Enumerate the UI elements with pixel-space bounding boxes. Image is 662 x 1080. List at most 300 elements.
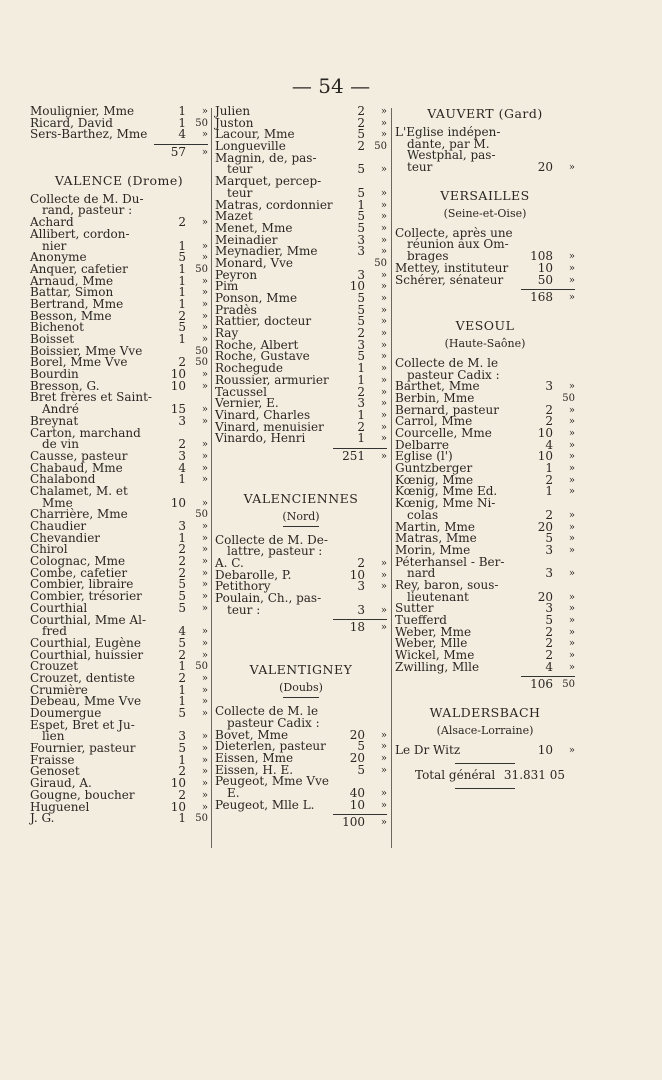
amount-centimes: »	[201, 801, 208, 813]
column-3	[395, 106, 575, 795]
entry-name: Le Dr Witz	[395, 743, 461, 758]
amount-centimes: »	[568, 428, 575, 439]
amount-francs: 3	[545, 601, 553, 616]
amount-centimes: »	[380, 386, 387, 398]
amount-francs: 1	[178, 682, 186, 697]
entry-name: Pradès	[215, 302, 257, 317]
amount-francs: 5	[357, 349, 365, 364]
entry-name: Eglise (l')	[395, 449, 453, 464]
entry-name: Rey, baron, sous-	[395, 577, 499, 592]
subtotal-row: 18 »	[349, 620, 387, 635]
entry-name: Peugeot, Mme Vve	[215, 774, 329, 789]
entry-name: Roche, Albert	[215, 337, 299, 352]
amount-centimes: »	[201, 334, 208, 345]
amount-francs: 10	[349, 797, 365, 812]
amount-centimes: »	[201, 322, 208, 334]
entry-name: teur	[227, 162, 253, 177]
amount-centimes: »	[380, 363, 387, 375]
entry-amount	[527, 568, 575, 580]
amount-centimes: »	[380, 199, 387, 211]
entry-name: Eissen, Mme	[215, 750, 294, 765]
amount-centimes: »	[380, 351, 387, 363]
entry-name: Berbin, Mme	[395, 390, 475, 405]
amount-francs: 2	[357, 556, 365, 570]
amount-centimes: »	[568, 509, 575, 521]
amount-centimes: »	[201, 532, 208, 544]
entry-name: Allibert, cordon-	[30, 226, 130, 241]
amount-francs: 3	[357, 232, 365, 247]
amount-centimes: »	[380, 164, 387, 176]
entry-name: Crumière	[30, 682, 88, 697]
amount-francs: 4	[545, 437, 553, 452]
amount-francs: 2	[178, 787, 186, 802]
amount-francs: 2	[545, 648, 553, 663]
subtotal-row: 57 »	[170, 145, 208, 160]
amount-centimes: »	[380, 421, 387, 433]
entry-amount	[339, 433, 387, 445]
amount-francs: 1	[178, 811, 186, 826]
amount-centimes: »	[380, 304, 387, 316]
amount-francs: 5	[357, 127, 365, 142]
section-heading-waldersbach: WALDERSBACH	[429, 705, 541, 721]
entry-name: Pim	[215, 279, 239, 294]
entry-name: Anquer, cafetier	[30, 261, 128, 276]
amount-francs: 5	[178, 741, 186, 756]
amount-francs: 5	[357, 220, 365, 235]
amount-centimes: »	[568, 262, 575, 274]
entry-amount	[160, 474, 208, 486]
amount-centimes: »	[568, 404, 575, 416]
amount-centimes: »	[568, 615, 575, 626]
amount-francs: 1	[357, 407, 365, 422]
entry-name: Monard, Vve	[215, 255, 293, 270]
amount-centimes: »	[380, 398, 387, 410]
entry-name: Moulignier, Mme	[30, 104, 135, 118]
amount-francs: 5	[545, 613, 553, 627]
column-1	[30, 106, 208, 825]
amount-centimes: »	[380, 106, 387, 117]
entry-name: Collecte de M. le	[395, 355, 499, 370]
entry-amount	[160, 217, 208, 229]
amount-francs: 1	[178, 694, 186, 709]
amount-centimes: »	[380, 246, 387, 258]
section-subheading: (Nord)	[282, 509, 320, 523]
amount-centimes: »	[201, 754, 208, 766]
subtotal-row: 168 »	[530, 290, 575, 305]
section-rule	[283, 697, 319, 698]
entry-name: Mettey, instituteur	[395, 260, 509, 275]
amount-francs: 5	[357, 291, 365, 305]
amount-centimes: »	[201, 252, 208, 264]
grand-total-label: Total général	[415, 767, 496, 782]
entry-name: Matras, cordonnier	[215, 197, 333, 212]
entry-name: Weber, Mme	[395, 624, 472, 639]
section-heading-valence: VALENCE (Drome)	[54, 172, 184, 188]
entry-name: Kœnig, Mme	[395, 472, 474, 487]
amount-francs: 2	[178, 355, 186, 370]
amount-centimes: »	[201, 310, 208, 322]
entry-amount	[160, 813, 208, 825]
amount-francs: 10	[537, 260, 553, 275]
amount-centimes: »	[201, 602, 208, 614]
amount-francs: 1	[178, 238, 186, 253]
amount-francs: 3	[357, 267, 365, 282]
amount-centimes: »	[380, 764, 387, 776]
amount-centimes: »	[201, 708, 208, 719]
amount-francs: 2	[178, 308, 186, 323]
amount-francs: 1	[178, 273, 186, 288]
entry-name: Courthial, Mme Al-	[30, 612, 147, 627]
entry-name: Bertrand, Mme	[30, 296, 124, 311]
amount-francs: 5	[357, 762, 365, 777]
amount-francs: 2	[178, 647, 186, 662]
entry-name: Crouzet	[30, 659, 79, 674]
entry-amount	[527, 381, 575, 393]
entry-amount	[527, 659, 575, 674]
entry-name: E.	[227, 785, 240, 800]
entry-name: A. C.	[215, 556, 244, 570]
entry-name: colas	[407, 507, 439, 522]
amount-francs: 1	[178, 332, 186, 346]
entry-name: Lacour, Mme	[215, 127, 295, 142]
amount-centimes: 50	[195, 357, 208, 369]
entry-row	[395, 162, 575, 174]
amount-francs: 10	[170, 378, 186, 393]
entry-name: Poulain, Ch., pas-	[215, 591, 322, 606]
amount-francs: 40	[349, 785, 365, 800]
entry-name: Anonyme	[30, 250, 87, 265]
entry-name: Breynat	[30, 413, 79, 428]
entry-name: Genoset	[30, 764, 80, 779]
amount-francs: 2	[357, 326, 365, 341]
amount-centimes: »	[380, 569, 387, 581]
amount-centimes: »	[380, 787, 387, 799]
amount-centimes: »	[568, 474, 575, 486]
amount-centimes: »	[201, 743, 208, 755]
amount-francs: 3	[357, 602, 365, 617]
entry-name: brages	[407, 249, 449, 264]
section-subheading: (Doubs)	[279, 681, 323, 695]
entry-name: Courthial, huissier	[30, 647, 144, 662]
section-heading-valentigney: VALENTIGNEY	[249, 662, 353, 678]
amount-francs: 5	[357, 302, 365, 317]
entry-name: de vin	[42, 437, 79, 452]
entry-row	[215, 797, 387, 812]
entry-name: Meynadier, Mme	[215, 244, 318, 259]
entry-row	[395, 272, 575, 287]
amount-centimes: »	[201, 129, 208, 141]
amount-centimes: »	[201, 240, 208, 252]
amount-francs: 108	[530, 249, 553, 264]
entry-name: Chaudier	[30, 519, 87, 533]
column-2	[215, 106, 387, 829]
entry-name: Bourdin	[30, 367, 79, 382]
amount-centimes: »	[568, 416, 575, 428]
entry-name: lieutenant	[407, 589, 469, 604]
amount-francs: 1	[178, 659, 186, 674]
amount-francs: 1	[178, 115, 186, 130]
amount-francs: 5	[178, 250, 186, 265]
section-rule	[455, 788, 515, 789]
amount-francs: 3	[357, 396, 365, 411]
entry-name: Petithory	[215, 579, 271, 594]
amount-centimes: »	[568, 381, 575, 393]
amount-francs: 3	[545, 379, 553, 394]
entry-name: Combier, libraire	[30, 577, 134, 592]
entry-name: réunion aux Om-	[407, 237, 509, 252]
section-subheading: (Alsace-Lorraine)	[436, 724, 534, 738]
entry-name: Gougne, boucher	[30, 787, 135, 802]
amount-francs: 10	[349, 567, 365, 582]
amount-centimes: »	[201, 380, 208, 392]
entry-name: Arnaud, Mme	[30, 273, 114, 288]
amount-centimes: »	[380, 604, 387, 616]
entry-name: Collecte de M. De-	[215, 532, 328, 547]
amount-francs: 2	[545, 472, 553, 487]
entry-name: Dieterlen, pasteur	[215, 739, 326, 754]
amount-centimes: »	[201, 369, 208, 381]
entry-name: Causse, pasteur	[30, 448, 128, 463]
section-heading-versailles: VERSAILLES	[440, 187, 530, 203]
entry-row	[395, 659, 575, 674]
entry-name: Ricard, David	[30, 115, 113, 130]
amount-centimes: »	[380, 222, 387, 234]
amount-francs: 20	[349, 727, 365, 742]
entry-name: Wickel, Mme	[395, 648, 475, 663]
entry-name: Barthet, Mme	[395, 379, 480, 394]
amount-francs: 1	[545, 461, 553, 476]
amount-centimes: »	[201, 789, 208, 801]
entry-name: Courthial	[30, 600, 88, 615]
entry-name: Tacussel	[215, 384, 267, 399]
amount-centimes: »	[568, 251, 575, 263]
section-rule	[283, 526, 319, 527]
entry-name: Fournier, pasteur	[30, 741, 136, 756]
amount-francs: 2	[357, 139, 365, 154]
amount-francs: 3	[178, 413, 186, 428]
section-subheading: (Haute-Saône)	[444, 336, 526, 350]
amount-francs: 10	[170, 367, 186, 382]
amount-francs: 1	[178, 530, 186, 545]
entry-name: Chevandier	[30, 530, 101, 545]
section-heading-vauvert: VAUVERT (Gard)	[427, 106, 543, 121]
amount-centimes: »	[201, 450, 208, 462]
amount-francs: 10	[170, 776, 186, 791]
entry-name: Magnin, de, pas-	[215, 150, 317, 165]
amount-centimes: »	[380, 729, 387, 741]
amount-francs: 2	[178, 542, 186, 557]
amount-centimes: »	[380, 558, 387, 569]
amount-centimes: »	[380, 799, 387, 811]
amount-centimes: »	[568, 626, 575, 638]
amount-francs: 2	[357, 104, 365, 118]
entry-row	[215, 433, 387, 445]
entry-amount	[160, 600, 208, 615]
entry-name: nier	[42, 238, 67, 253]
amount-francs: 2	[545, 402, 553, 417]
amount-centimes: »	[568, 451, 575, 463]
amount-francs: 2	[545, 414, 553, 429]
entry-name: Rochegude	[215, 361, 284, 376]
entry-name: Longueville	[215, 139, 286, 154]
entry-name: Courcelle, Mme	[395, 426, 492, 440]
entry-name: Mme	[42, 495, 73, 510]
entry-name: Eissen, H. E.	[215, 762, 294, 777]
entry-amount	[160, 334, 208, 346]
entry-name: Combier, trésorier	[30, 589, 142, 604]
amount-centimes: »	[201, 766, 208, 778]
amount-francs: 4	[545, 659, 553, 674]
amount-francs: 50	[537, 272, 553, 287]
amount-centimes: »	[568, 568, 575, 580]
amount-centimes: »	[380, 433, 387, 445]
entry-name: Espet, Bret et Ju-	[30, 717, 135, 732]
entry-name: Sutter	[395, 601, 434, 616]
amount-centimes: 50	[562, 392, 575, 404]
amount-centimes: »	[380, 129, 387, 141]
amount-centimes: 50	[195, 345, 208, 357]
amount-francs: 2	[178, 437, 186, 452]
entry-name: Collecte, après une	[395, 225, 513, 240]
amount-francs: 15	[170, 402, 186, 417]
entry-name: Julien	[215, 104, 251, 118]
entry-name: Peugeot, Mlle L.	[215, 797, 315, 812]
entry-amount	[339, 164, 387, 176]
amount-francs: 2	[178, 670, 186, 685]
amount-francs: 2	[178, 554, 186, 569]
amount-centimes: »	[568, 162, 575, 174]
entry-name: Meinadier	[215, 232, 278, 247]
amount-centimes: »	[201, 556, 208, 568]
entry-name: Zwilling, Mlle	[395, 659, 480, 674]
entry-name: Chabaud, Mme	[30, 460, 123, 475]
entry-name: Péterhansel - Ber-	[395, 554, 505, 569]
entry-name: Guntzberger	[395, 461, 473, 476]
amount-centimes: »	[380, 117, 387, 129]
amount-centimes: »	[201, 696, 208, 708]
amount-centimes: »	[380, 234, 387, 246]
amount-francs: 1	[178, 261, 186, 276]
entry-name: Vinard, menuisier	[215, 419, 324, 434]
amount-centimes: »	[201, 591, 208, 603]
entry-name: Bret frères et Saint-	[30, 390, 152, 405]
amount-francs: 1	[357, 431, 365, 446]
amount-centimes: »	[201, 497, 208, 509]
amount-centimes: »	[201, 462, 208, 474]
entry-name: Collecte de M. le	[215, 704, 319, 719]
column-divider	[211, 108, 212, 848]
amount-francs: 10	[170, 799, 186, 814]
amount-francs: 3	[357, 244, 365, 259]
amount-francs: 3	[545, 542, 553, 557]
amount-centimes: »	[380, 316, 387, 328]
amount-centimes: 50	[195, 813, 208, 825]
amount-francs: 1	[357, 372, 365, 387]
entry-amount	[527, 272, 575, 287]
entry-name: Ray	[215, 326, 239, 341]
entry-name: Giraud, A.	[30, 776, 92, 791]
amount-francs: 5	[357, 314, 365, 329]
amount-centimes: 50	[195, 117, 208, 129]
section-heading-vesoul: VESOUL	[455, 317, 515, 333]
entry-name: Boissier, Mme Vve	[30, 343, 143, 358]
amount-centimes: »	[380, 409, 387, 421]
entry-name: Juston	[215, 115, 254, 130]
amount-centimes: »	[201, 415, 208, 427]
entry-amount	[339, 246, 387, 258]
entry-name: Schérer, sénateur	[395, 272, 504, 287]
amount-centimes: »	[380, 293, 387, 304]
amount-francs: 1	[357, 197, 365, 212]
entry-name: Doumergue	[30, 706, 102, 720]
amount-francs: 4	[178, 460, 186, 475]
entry-name: Sers-Barthez, Mme	[30, 127, 148, 142]
entry-name: Mazet	[215, 209, 253, 224]
entry-name: pasteur Cadix :	[227, 715, 320, 730]
amount-francs: 1	[357, 361, 365, 376]
amount-francs: 5	[357, 209, 365, 224]
amount-centimes: 50	[374, 257, 387, 269]
entry-name: Tuefferd	[395, 613, 447, 627]
amount-francs: 2	[178, 764, 186, 779]
entry-name: J. G.	[30, 811, 55, 826]
entry-name: Roussier, armurier	[215, 372, 329, 387]
amount-centimes: »	[380, 281, 387, 293]
entry-name: lattre, pasteur :	[227, 544, 323, 559]
entry-name: Chalamet, M. et	[30, 483, 128, 498]
entry-name: Delbarre	[395, 437, 449, 452]
grand-total-row	[395, 767, 575, 782]
entry-name: Vinardo, Henri	[215, 431, 306, 446]
amount-centimes: »	[380, 741, 387, 753]
amount-centimes: »	[201, 404, 208, 416]
amount-francs: 3	[178, 729, 186, 744]
amount-francs: 20	[537, 589, 553, 604]
amount-francs: 5	[178, 589, 186, 604]
entry-name: teur	[227, 185, 253, 200]
entry-amount	[160, 495, 208, 510]
amount-francs: 2	[178, 215, 186, 230]
amount-centimes: »	[380, 328, 387, 340]
amount-centimes: »	[380, 581, 387, 593]
amount-centimes: »	[201, 217, 208, 229]
amount-francs: 3	[178, 519, 186, 533]
amount-centimes: »	[380, 752, 387, 764]
entry-name: Charrière, Mme	[30, 507, 128, 522]
entry-name: Fraisse	[30, 752, 75, 767]
amount-francs: 5	[178, 320, 186, 335]
entry-name: Debarolle, P.	[215, 567, 292, 582]
amount-francs: 2	[357, 115, 365, 130]
entry-name: pasteur Cadix :	[407, 367, 500, 382]
amount-francs: 2	[178, 565, 186, 580]
entry-amount	[160, 378, 208, 393]
entry-amount	[527, 745, 575, 757]
amount-francs: 10	[537, 426, 553, 440]
amount-francs: 1	[178, 285, 186, 300]
amount-centimes: »	[380, 211, 387, 223]
amount-centimes: »	[568, 603, 575, 615]
entry-amount	[339, 602, 387, 617]
amount-centimes: »	[201, 521, 208, 532]
amount-francs: 5	[357, 185, 365, 200]
amount-centimes: »	[568, 274, 575, 286]
entry-amount	[339, 141, 387, 153]
amount-centimes: »	[568, 650, 575, 662]
entry-name: Rattier, docteur	[215, 314, 312, 329]
entry-name: Westphal, pas-	[407, 148, 496, 163]
entry-name: lien	[42, 729, 65, 744]
